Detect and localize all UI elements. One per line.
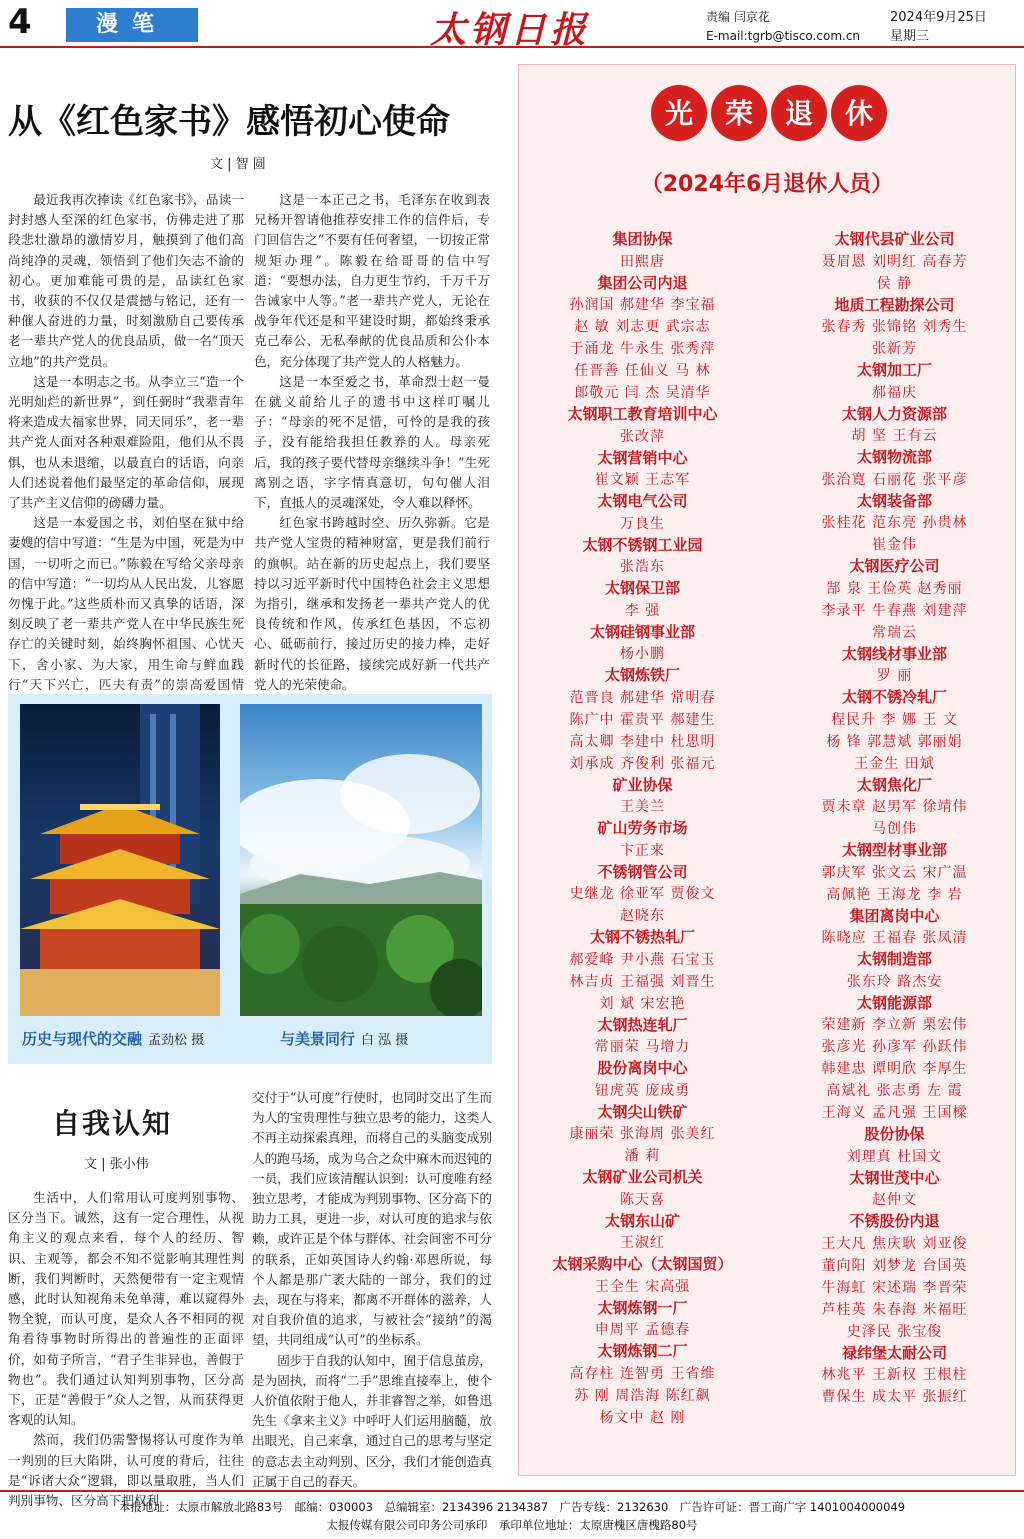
retiree-unit: 太钢制造部 (856, 950, 932, 968)
retiree-unit: 太钢不锈热轧厂 (589, 928, 695, 946)
retiree-names: 马创伟 (872, 821, 917, 837)
retiree-unit: 太钢焦化厂 (856, 775, 932, 794)
retiree-names: 高佩艳 王海龙 李 岩 (826, 886, 963, 903)
article2-column-1 (8, 1188, 244, 1511)
retiree-unit: 股份协保 (864, 1125, 925, 1143)
retiree-names: 张新芳 (872, 341, 917, 357)
retiree-names: 赵 敏 刘志更 武宗志 (574, 319, 711, 335)
weekday: 星期三 (890, 29, 930, 44)
retiree-unit: 太钢营销中心 (597, 448, 688, 467)
banner-char: 退 (784, 97, 814, 130)
retiree-names: 张治寛 石丽花 张平彦 (821, 471, 968, 488)
page-number: 4 (8, 2, 32, 42)
retiree-names: 贾未章 赵男军 徐靖伟 (821, 799, 968, 815)
retiree-unit: 集团离岗中心 (849, 906, 940, 925)
retiree-names: 赵仲文 (872, 1192, 917, 1208)
photo-caption-1 (22, 1028, 204, 1049)
retiree-names: 韩建忠 谭明欣 李厚生 (821, 1061, 968, 1077)
retiree-names: 万良生 (620, 515, 665, 532)
banner-circles (649, 77, 889, 147)
retiree-names: 刘 斌 宋宏艳 (599, 995, 686, 1012)
retiree-names: 张浩东 (620, 559, 665, 575)
banner-char: 荣 (724, 97, 754, 130)
retiree-names: 任晋善 任仙义 马 林 (574, 363, 711, 379)
caption-title: 与美景同行 (280, 1030, 356, 1048)
retiree-names: 高太卿 李建中 杜思明 (569, 733, 716, 750)
retiree-names: 郭庆军 张文云 宋广温 (821, 864, 968, 881)
footer-line-2: 太报传媒有限公司印务公司承印 承印单位地址：太原唐槐区唐槐路80号 (326, 1518, 698, 1532)
retiree-unit: 太钢能源部 (856, 993, 932, 1012)
retirees-panel (518, 64, 1016, 1476)
photo-pavilion (20, 704, 220, 1016)
retiree-names: 张桂花 范东亮 孙贵林 (821, 515, 968, 531)
editor-email[interactable]: E-mail:tgrb@tisco.com.cn (706, 29, 861, 43)
article1-byline: 文 | 智 圆 (210, 157, 266, 172)
retiree-unit: 太钢保卫部 (604, 579, 680, 597)
retiree-names: 胡 坚 王有云 (851, 428, 938, 444)
retiree-names: 张东玲 路杰安 (846, 973, 943, 990)
retiree-unit: 太钢型材事业部 (841, 841, 947, 859)
retiree-names: 郎敬元 闫 杰 吴清华 (574, 385, 711, 401)
masthead: 太钢日报 (430, 9, 591, 51)
article2-column-2 (252, 1088, 492, 1492)
retiree-names: 史泽民 张宝俊 (846, 1323, 943, 1340)
caption-title: 历史与现代的交融 (22, 1030, 143, 1048)
retiree-unit: 太钢东山矿 (604, 1211, 680, 1230)
retiree-names: 荣建新 李立新 栗宏伟 (821, 1017, 968, 1033)
retiree-names: 林兆平 王新权 王根柱 (821, 1367, 968, 1383)
article1-column-1 (8, 190, 244, 715)
issue-date (890, 8, 987, 46)
column-tag: 漫笔 (66, 8, 198, 42)
retiree-names: 程民升 李 娜 王 文 (831, 711, 958, 728)
retiree-names: 郝福庆 (872, 384, 917, 401)
retiree-names: 李 强 (624, 602, 661, 619)
retiree-unit: 禄纬堡太耐公司 (841, 1343, 947, 1362)
retiree-unit: 太钢采购中心（太钢国贸） (552, 1255, 733, 1273)
paragraph: 生活中，人们常用认可度判别事物、区分当下。诚然，这有一定合理性，从视角主义的观点来看，每个人的经历、智识、主观等，都会不知不觉影响其理性判断，我们判断时，天然便带有一定主观情感，此时认知视角未免单薄，难以窥得外物全貌，而认可度，是众人各不相同的视角看待事物时所得出的普遍性的正面评价，如荀子所言，“君子生非异也，善假于物也”。我们通过认知判别事物，区分高下，正是“善假于”众人之智，从而获得更客观的认知。 (8, 1190, 244, 1428)
caption-author: 白 泓 摄 (361, 1033, 409, 1048)
retiree-names: 牛海虹 宋述瑞 李晋荣 (821, 1279, 968, 1296)
retiree-names: 史继龙 徐亚军 贾俊文 (569, 886, 716, 902)
retiree-unit: 太钢线材事业部 (841, 644, 947, 663)
retiree-names: 申周平 孟德春 (594, 1322, 691, 1338)
photo-band (8, 694, 492, 1064)
retiree-names: 曹保生 成太平 张振红 (821, 1389, 968, 1405)
retiree-names: 郝爱峰 尹小燕 石宝玉 (569, 951, 716, 968)
retiree-unit: 太钢装备部 (856, 491, 932, 510)
photo-caption-2 (280, 1028, 408, 1049)
paragraph: 最近我再次捧读《红色家书》，品读一封封感人至深的红色家书，仿佛走进了那段悲壮激昂的激情岁月，触摸到了他们高尚纯净的灵魂，领悟到了他们矢志不渝的初心。更加难能可贵的是，品读红色家书，收获的不仅仅是震撼与铭记，还有一种催人奋进的力量，时刻激励自己要传承老一辈共产党人的优良品质，做一名“顶天立地”的共产党员。 (8, 192, 244, 369)
retiree-names: 赵晓东 (620, 908, 665, 924)
paragraph: 固步于自我的认知中，囿于信息茧房，是为固执，而将“二手”思维直接奉上，使个人价值依附于他人，并非睿智之举，如鲁迅先生《拿来主义》中呼吁人们运用脑髓，放出眼光，自己来拿，通过自己的思考与坚定的意志去主动判别、区分，我们才能创造真正属于自己的春天。 (252, 1352, 492, 1489)
retiree-names: 崔金伟 (872, 537, 917, 553)
retiree-unit: 太钢世茂中心 (849, 1168, 940, 1187)
retiree-names: 范晋良 郝建华 常明春 (569, 689, 716, 706)
retiree-names: 王海义 孟凡强 王国樑 (821, 1105, 968, 1121)
retiree-names: 康丽荣 张海周 张美红 (569, 1126, 716, 1142)
retirees-right-column (777, 229, 1012, 1408)
paragraph: 这是一本明志之书。从李立三“造一个光明灿烂的新世界”，到任弼时“我辈青年将来造成大福家世界，同天同乐”，老一辈共产党人面对各种艰难险阻，他们从不畏惧，也从未退缩，以最直白的话语，向亲人们述说着他们最坚定的革命信仰，展现了共产主义信仰的磅礴力量。 (8, 373, 244, 511)
caption-author: 孟劲松 摄 (148, 1033, 205, 1048)
retiree-names: 高存柱 连智勇 王省维 (569, 1365, 716, 1382)
retiree-unit: 太钢矿业公司机关 (582, 1168, 703, 1186)
retiree-names: 张彦光 孙彦军 孙跃伟 (821, 1039, 968, 1055)
retiree-names: 陈广中 霍贵平 郝建生 (569, 711, 716, 728)
retiree-unit: 不锈钢管公司 (597, 862, 688, 881)
retiree-names: 王美兰 (620, 799, 665, 815)
retiree-unit: 太钢炼钢二厂 (597, 1342, 688, 1360)
retiree-names: 董向阳 刘梦龙 台国英 (821, 1257, 968, 1274)
banner-char: 休 (844, 97, 874, 130)
retiree-unit: 矿山劳务市场 (597, 819, 688, 837)
retiree-names: 李录平 牛春燕 刘建萍 (821, 602, 968, 619)
retiree-unit: 太钢人力资源部 (841, 404, 947, 423)
retiree-names: 张改萍 (620, 428, 665, 445)
retiree-names: 张春秀 张锦铭 刘秀生 (821, 319, 968, 335)
date: 2024年9月25日 (890, 10, 987, 25)
retiree-names: 高斌礼 张志勇 左 霞 (826, 1083, 963, 1099)
paragraph: 然而，我们仍需警惕将认可度作为单一判别的巨大陷阱，认可度的背后，往往是“诉诸大众”逻辑，即以量取胜，当人们判别事物、区分高下把权利 (8, 1432, 244, 1509)
editor-info (706, 8, 860, 46)
page-footer (0, 1490, 1024, 1534)
retiree-names: 常瑞云 (872, 624, 917, 641)
retiree-unit: 地质工程勘探公司 (834, 295, 955, 314)
retirees-subtitle: （2024年6月退休人员） (640, 172, 894, 197)
retiree-names: 刘理真 杜国文 (846, 1148, 943, 1165)
retiree-unit: 太钢加工厂 (856, 361, 932, 379)
retiree-unit: 太钢不锈钢工业园 (582, 535, 703, 554)
paragraph: 这是一本至爱之书，革命烈士赵一曼在就义前给儿子的遗书中这样叮嘱儿子：“母亲的死不足惜，可怜的是我的孩子，没有能给我担任教养的人。母亲死后，我的孩子要代替母亲继续斗争！”生死离别之语，字字情真意切，句句催人泪下，直抵人的灵魂深处，令人难以释怀。 (254, 373, 490, 511)
retiree-names: 卞正来 (620, 842, 665, 859)
retiree-unit: 太钢热连轧厂 (597, 1015, 688, 1034)
retiree-unit: 太钢尖山铁矿 (597, 1102, 688, 1121)
retiree-names: 侯 静 (876, 275, 913, 292)
retiree-names: 刘承成 齐俊利 张福元 (569, 755, 716, 772)
landscape-illustration (240, 704, 482, 1016)
retiree-names: 王大凡 焦庆耿 刘亚俊 (821, 1235, 968, 1252)
paragraph: 红色家书跨越时空、历久弥新。它是共产党人宝贵的精神财富，更是我们前行的旗帜。站在新的历史起点上，我们要坚持以习近平新时代中国特色社会主义思想为指引，继承和发扬老一辈共产党人的优良传统和作风，传承红色基因，不忘初心、砥砺前行，接过历史的接力棒，走好新时代的长征路，接续完成好新一代共产党人的光荣使命。 (254, 515, 490, 692)
retiree-unit: 股份离岗中心 (597, 1059, 688, 1077)
retiree-names: 杨小鹏 (620, 646, 665, 662)
retiree-unit: 太钢炼铁厂 (604, 666, 680, 684)
editor-name: 责编 闫京花 (706, 10, 770, 24)
retiree-unit: 太钢硅钢事业部 (589, 622, 695, 641)
retiree-names: 王全生 宋高强 (594, 1278, 691, 1295)
retiree-unit: 太钢代县矿业公司 (834, 230, 955, 248)
retiree-unit: 集团协保 (612, 230, 673, 248)
retiree-names: 钮虎英 庞成勇 (594, 1082, 691, 1099)
footer-line-1: 本报地址：太原市解放北路83号 邮编：030003 总编辑室：2134396 2134387 广告专线：2132630 广告许可证：晋工商广字 1401004000049 (118, 1500, 906, 1514)
retiree-unit: 不锈股份内退 (849, 1212, 940, 1230)
retiree-unit: 太钢职工教育培训中心 (567, 405, 718, 423)
retiree-names: 罗 丽 (876, 668, 913, 684)
retiree-names: 芦桂英 朱春海 米福旺 (821, 1301, 968, 1318)
retiree-names: 田熙唐 (620, 253, 665, 270)
photo-landscape (240, 704, 482, 1016)
retiree-unit: 太钢不锈冷轧厂 (841, 688, 947, 706)
retiree-names: 聂眉恩 刘明红 高春芳 (821, 253, 968, 270)
retiree-names: 潘 莉 (624, 1148, 661, 1164)
article2-title: 自我认知 (52, 1107, 173, 1140)
retiree-names: 王金生 田斌 (854, 755, 935, 772)
retiree-names: 常丽荣 马增力 (594, 1039, 691, 1055)
retiree-names: 王淑红 (620, 1235, 665, 1251)
retiree-names: 陈晓应 王福春 张凤清 (821, 930, 968, 946)
banner-char: 光 (664, 97, 694, 130)
paragraph: 这是一本正己之书，毛泽东在收到表兄杨开智请他推荐安排工作的信件后，专门回信告之“不要有任何奢望，一切按正常规矩办理”。陈毅在给哥哥的信中写道：“要想办法，自力更生节约，千万千万告诫家中人等。”老一辈共产党人，无论在战争年代还是和平建设时期，都始终秉承克己奉公、无私奉献的优良品质和公仆本色，充分体现了共产党人的人格魅力。 (254, 192, 490, 369)
article1-title: 从《红色家书》感悟初心使命 (8, 102, 450, 142)
page-header (0, 0, 1024, 51)
retiree-names: 崔文颖 王志军 (594, 472, 691, 488)
retiree-unit: 太钢医疗公司 (849, 557, 940, 575)
article1-column-2 (254, 190, 490, 695)
retiree-unit: 集团公司内退 (597, 273, 688, 292)
paragraph: 这是一本爱国之书，刘伯坚在狱中给妻嫂的信中写道：“生是为中国，死是为中国，一切听之而已。”陈毅在写给父亲母亲的信中写道：“一切均从人民出发，儿容愿勿愧于此。”这些质朴而又真挚的话语，深刻反映了老一辈共产党人在中华民族生死存亡的关键时刻，始终胸怀祖国、心忧天下，舍小家、为大家，用生命与鲜血践行“天下兴亡，匹夫有责”的崇高爱国情 (8, 515, 244, 692)
retiree-names: 于涌龙 牛永生 张秀萍 (569, 341, 716, 357)
retiree-names: 孙润国 郝建华 李宝福 (569, 297, 716, 313)
retiree-names: 林吉贞 王福强 刘晋生 (569, 973, 716, 990)
retiree-names: 苏 刚 周浩海 陈红飙 (574, 1387, 711, 1404)
retiree-names: 陈天喜 (620, 1191, 665, 1208)
retiree-unit: 太钢电气公司 (597, 492, 688, 510)
retiree-names: 杨文中 赵 刚 (599, 1409, 686, 1426)
retiree-names: 杨 锋 郭慧斌 郭丽娟 (826, 733, 963, 750)
paragraph: 交付于“认可度”行使时，也同时交出了生而为人的宝贵理性与独立思考的能力，这类人不再主动探索真理，而将自己的头脑变成别人的跑马场，成为乌合之众中麻木而迟钝的一员，我们应该清醒认识到：认可度唯有经独立思考，才能成为判别事物、区分高下的助力工具，更进一步，对认可度的追求与依赖，或许正是个体与群体、社会间密不可分的联系，正如英国诗人约翰·邓恩所说，每个人都是那广袤大陆的一部分，我们的过去，现在与将来，都离不开群体的滋养，人对自我价值的追求，与被社会“接纳”的渴望，共同组成“认可”的坐标系。 (252, 1090, 492, 1348)
retiree-unit: 太钢炼钢一厂 (597, 1298, 688, 1317)
retiree-unit: 太钢物流部 (856, 448, 932, 466)
retiree-unit: 矿业协保 (612, 775, 673, 794)
retirees-left-column (525, 229, 760, 1429)
retiree-names: 郜 泉 王俭英 赵秀丽 (826, 580, 963, 597)
pavilion-illustration (20, 704, 220, 1016)
article2-byline: 文 | 张小伟 (84, 1157, 149, 1172)
